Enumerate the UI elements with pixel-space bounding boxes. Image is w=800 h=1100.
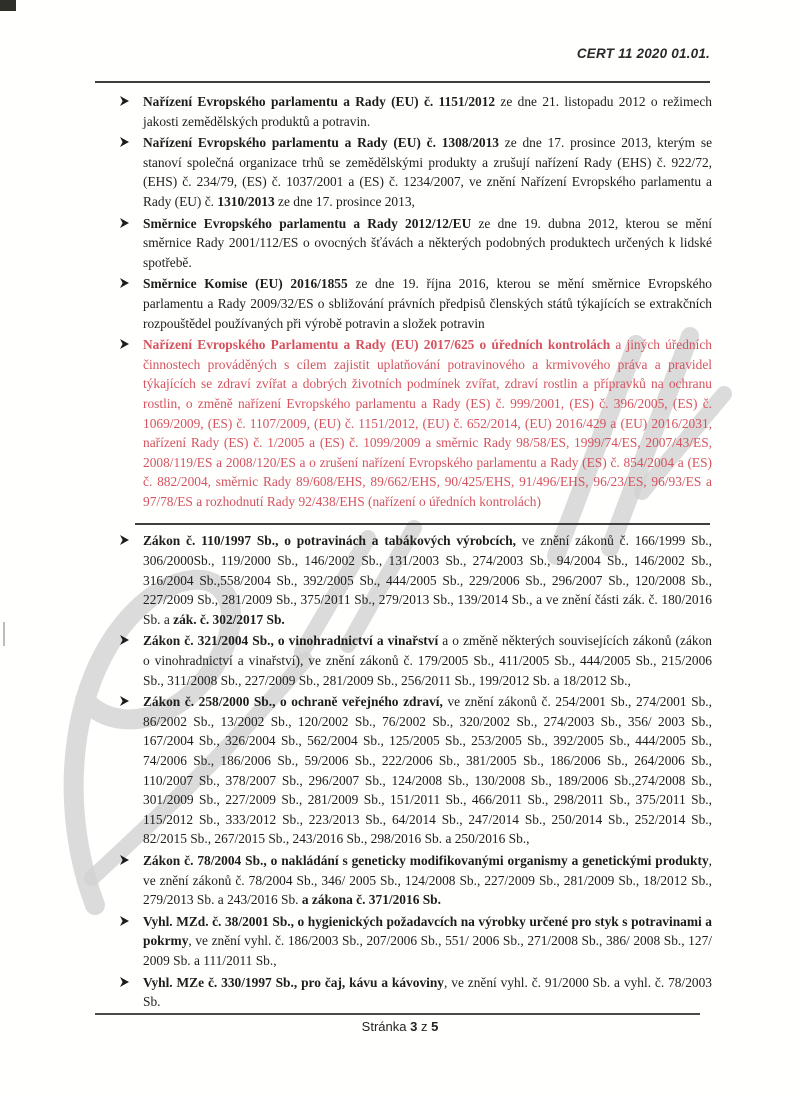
item-body-text: ze dne 17. prosince 2013, (274, 193, 415, 209)
list-item (0, 133, 800, 211)
list-item (0, 631, 800, 690)
item-title-text: Nařízení Evropského parlamentu a Rady (EU) č. 1151/2012 (143, 94, 496, 109)
item-title-text: Zákon č. 110/1997 Sb., o potravinách a tabákových výrobcích, (143, 533, 517, 549)
list-item (0, 851, 800, 910)
regulation-list (0, 92, 800, 1014)
arrow-bullet-icon (120, 137, 129, 147)
list-item (0, 335, 800, 511)
document-reference: CERT 11 2020 01.01. (576, 46, 710, 61)
arrow-bullet-icon (120, 977, 129, 987)
arrow-bullet-icon (120, 635, 129, 645)
footer-rule (95, 1013, 700, 1015)
page-number (0, 1019, 800, 1034)
footer-current-page: 3 (410, 1019, 418, 1034)
arrow-bullet-icon (120, 855, 129, 865)
arrow-bullet-icon (120, 535, 129, 545)
list-item (0, 973, 800, 1012)
item-body-text: a o změně některých souvisejících zákonů (zákon o vinohradnictví a vinařství), ve znění zákonů č. 179/2005 Sb., 411/2005 Sb., 444/2005 Sb., 215/2006 Sb., 311/2008 Sb., 227/2009 Sb., 281/2009 Sb., 256/2011 Sb., 199/2012 Sb. a 18/2012 Sb., (143, 633, 712, 688)
footer-prefix: Stránka (361, 1019, 407, 1034)
item-title-text: Nařízení Evropského Parlamentu a Rady (EU) 2017/625 o úředních kontrolách (143, 337, 611, 353)
item-body-text: ze dne 21. listopadu 2012 o režimech jakosti zemědělských produktů a potravin. (143, 94, 712, 129)
item-body-text: ze dne 19. října 2016, kterou se mění směrnice Evropského parlamentu a Rady 2009/32/ES o sbližování právních předpisů členských států týkajících se extrakčních rozpouštědel používaných při výrobě potravin a složek potravin (143, 276, 712, 331)
item-title-text: Zákon č. 78/2004 Sb., o nakládání s geneticky modifikovanými organismy a genetickými produkty (143, 852, 709, 868)
item-body-text: , ve znění vyhl. č. 186/2003 Sb., 207/2006 Sb., 551/ 2006 Sb., 271/2008 Sb., 386/ 2008 Sb., 127/ 2009 Sb. a 111/2011 Sb., (143, 933, 712, 968)
item-title-text: Směrnice Evropského parlamentu a Rady 2012/12/EU (143, 215, 472, 231)
list-item (0, 92, 800, 131)
item-title-text: Směrnice Komise (EU) 2016/1855 (143, 276, 348, 292)
scan-corner-artifact (0, 0, 16, 11)
item-title-text: a zákona č. 371/2016 Sb. (301, 892, 441, 908)
arrow-bullet-icon (120, 916, 129, 926)
list-item (0, 214, 800, 273)
item-title-text: Vyhl. MZd. č. 38/2001 Sb., o hygienických požadavcích na výrobky určené pro styk s potravinami a pokrmy (143, 913, 712, 949)
item-body-text: ze dne 19. dubna 2012, kterou se mění směrnice Rady 2001/112/ES o ovocných šťávách a některých podobných produktech určených k lidské spotřebě. (143, 215, 712, 270)
arrow-bullet-icon (120, 96, 129, 106)
arrow-bullet-icon (120, 218, 129, 228)
list-item (0, 274, 800, 333)
item-title-text: 1310/2013 (217, 193, 275, 209)
list-item (0, 531, 800, 629)
section-divider-rule (135, 523, 710, 525)
item-body-text: ze dne 17. prosince 2013, kterým se stanoví společná organizace trhů se zemědělskými produkty a zrušují nařízení Rady (EHS) č. 922/72, (EHS) č. 234/79, (ES) č. 1037/2001 a (ES) č. 1234/2007, ve znění Nařízení Evropského parlamentu a Rady (EU) č. (143, 135, 713, 209)
item-body-text: ve znění zákonů č. 254/2001 Sb., 274/2001 Sb., 86/2002 Sb., 13/2002 Sb., 120/2002 Sb., 76/2002 Sb., 320/2002 Sb., 274/2003 Sb., 356/ 2003 Sb., 167/2004 Sb., 326/2004 Sb., 562/2004 Sb., 125/2005 Sb., 253/2005 Sb., 392/2005 Sb., 444/2005 Sb., 74/2006 Sb., 186/2006 Sb., 59/2006 Sb., 222/2006 Sb., 381/2005 Sb., 186/2006 Sb., 264/2006 Sb., 110/2007 Sb., 378/2007 Sb., 296/2007 Sb., 124/2008 Sb., 130/2008 Sb., 189/2006 Sb.,274/2008 Sb., 301/2009 Sb., 227/2009 Sb., 281/2009 Sb., 151/2011 Sb., 466/2011 Sb., 298/2011 Sb., 375/2011 Sb., 115/2012 Sb., 333/2012 Sb., 223/2013 Sb., 64/2014 Sb., 247/2014 Sb., 250/2014 Sb., 252/2014 Sb., 82/2015 Sb., 267/2015 Sb., 243/2016 Sb., 298/2016 Sb. a 250/2016 Sb., (143, 694, 712, 847)
list-item (0, 692, 800, 849)
item-title-text: Zákon č. 321/2004 Sb., o vinohradnictví a vinařství (143, 633, 439, 649)
item-title-text: Zákon č. 258/2000 Sb., o ochraně veřejného zdraví, (143, 694, 443, 710)
item-body-text: ve znění zákonů č. 166/1999 Sb., 306/2000Sb., 119/2000 Sb., 146/2002 Sb., 131/2003 Sb., 274/2003 Sb., 94/2004 Sb., 146/2002 Sb., 316/2004 Sb.,558/2004 Sb., 392/2005 Sb., 444/2005 Sb., 229/2006 Sb., 296/2007 Sb., 120/2008 Sb., 227/2009 Sb., 281/2009 Sb., 375/2011 Sb., 279/2013 Sb., 139/2014 Sb., a ve znění části zák. č. 180/2016 Sb. a (143, 533, 713, 627)
item-title-text: Vyhl. MZe č. 330/1997 Sb., pro čaj, kávu a kávoviny (143, 974, 445, 990)
item-title-text: Nařízení Evropského parlamentu a Rady (EU) č. 1308/2013 (143, 135, 500, 151)
footer (0, 1013, 800, 1034)
header-rule (95, 81, 710, 83)
footer-total-pages: 5 (431, 1019, 439, 1034)
list-item (0, 912, 800, 971)
arrow-bullet-icon (120, 278, 129, 288)
footer-of-word: z (420, 1019, 428, 1034)
item-body-text: , ve znění vyhl. č. 91/2000 Sb. a vyhl. č. 78/2003 Sb. (143, 974, 713, 1010)
item-body-text: a jiných úředních činnostech prováděných s cílem zajistit uplatňování potravinového a krmivového práva a pravidel týkajících se zdraví zvířat a dobrých životních podmínek zvířat, zdraví rostlin a přípravků na ochranu rostlin, o změně nařízení Evropského parlamentu a Rady (ES) č. 999/2001, (ES) č. 396/2005, (ES) č. 1069/2009, (ES) č. 1107/2009, (EU) č. 1151/2012, (EU) č. 652/2014, (EU) 2016/429 a (EU) 2016/2031, nařízení Rady (ES) č. 1/2005 a (ES) č. 1099/2009 a směrnic Rady 98/58/ES, 1999/74/ES, 2007/43/ES, 2008/119/ES a 2008/120/ES a o zrušení nařízení Evropského parlamentu a Rady (ES) č. 854/2004 a (ES) č. 882/2004, směrnic Rady 89/608/EHS, 89/662/EHS, 90/425/EHS, 91/496/EHS, 96/23/ES, 96/93/ES a 97/78/ES a rozhodnutí Rady 92/438/EHS (nařízení o úředních kontrolách) (143, 337, 712, 509)
item-body-text: , ve znění zákonů č. 78/2004 Sb., 346/ 2005 Sb., 124/2008 Sb., 227/2009 Sb., 281/2009 Sb., 18/2012 Sb., 279/2013 Sb. a 243/2016 Sb. (143, 852, 712, 908)
arrow-bullet-icon (120, 696, 129, 706)
arrow-bullet-icon (120, 339, 129, 349)
item-title-text: zák. č. 302/2017 Sb. (173, 611, 285, 627)
